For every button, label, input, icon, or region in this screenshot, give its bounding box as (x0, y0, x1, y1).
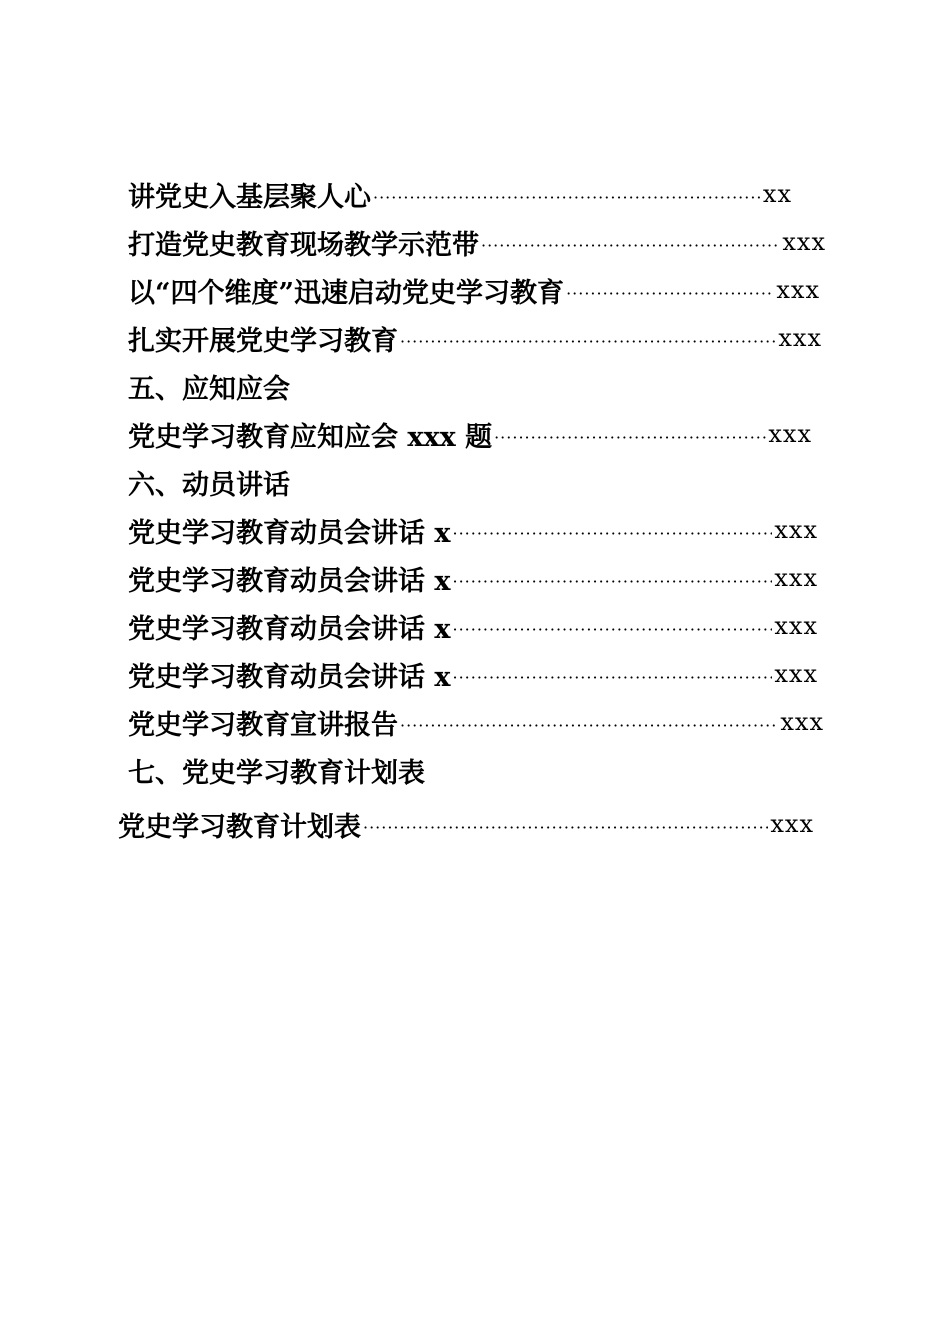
toc-entry (128, 170, 792, 218)
toc-entry (128, 410, 812, 458)
toc-entry (128, 506, 818, 554)
toc-entry (128, 698, 824, 746)
toc-entry-title: 党史学习教育动员会讲话 x (128, 517, 451, 549)
toc-entry-page: xxx (780, 708, 824, 736)
toc-entry-title: 党史学习教育宣讲报告 (128, 709, 398, 741)
toc-leader-dots (494, 428, 766, 447)
toc-entry (128, 314, 822, 362)
toc-leader-dots (481, 236, 780, 255)
toc-entry-page: xx (762, 180, 792, 208)
toc-entry-title: 打造党史教育现场教学示范带 (128, 229, 479, 261)
toc-entry-title: 党史学习教育动员会讲话 x (128, 565, 451, 597)
toc-section-heading: 六、动员讲话 (128, 469, 290, 501)
toc-entry-title: 党史学习教育应知应会 xxx 题 (128, 421, 493, 453)
toc-entry-page: xxx (782, 228, 826, 256)
toc-entry (128, 602, 818, 650)
toc-entry-page: xxx (778, 324, 822, 352)
toc-leader-dots (453, 620, 773, 639)
toc-entry-page: xxx (774, 564, 818, 592)
toc-entry-title: 党史学习教育动员会讲话 x (128, 613, 451, 645)
toc-entry (118, 800, 814, 848)
toc-entry (128, 218, 826, 266)
toc-leader-dots (400, 716, 778, 735)
toc-entry-title: 讲党史入基层聚人心 (128, 181, 371, 213)
toc-leader-dots (453, 524, 773, 543)
toc-leader-dots (363, 818, 768, 837)
toc-leader-dots (453, 668, 773, 687)
toc-entry (128, 266, 820, 314)
toc-leader-dots (373, 188, 761, 207)
toc-entry-title: 扎实开展党史学习教育 (128, 325, 398, 357)
toc-leader-dots (400, 332, 776, 351)
toc-entry-page: xxx (774, 516, 818, 544)
toc-entry (128, 650, 818, 698)
toc-leader-dots (453, 572, 773, 591)
toc-entry-page: xxx (774, 660, 818, 688)
toc-entry-page: xxx (776, 276, 820, 304)
toc-entry-page: xxx (770, 810, 814, 838)
toc-entry (128, 554, 818, 602)
toc-entry-page: xxx (774, 612, 818, 640)
toc-entry-title: 党史学习教育动员会讲话 x (128, 661, 451, 693)
toc-entry-title: 以“四个维度”迅速启动党史学习教育 (128, 277, 565, 309)
toc-section-heading: 五、应知应会 (128, 373, 290, 405)
toc-section-heading: 七、党史学习教育计划表 (128, 757, 425, 789)
toc-entry-page: xxx (768, 420, 812, 448)
toc-leader-dots (566, 284, 774, 303)
toc-entry-title: 党史学习教育计划表 (118, 811, 361, 843)
